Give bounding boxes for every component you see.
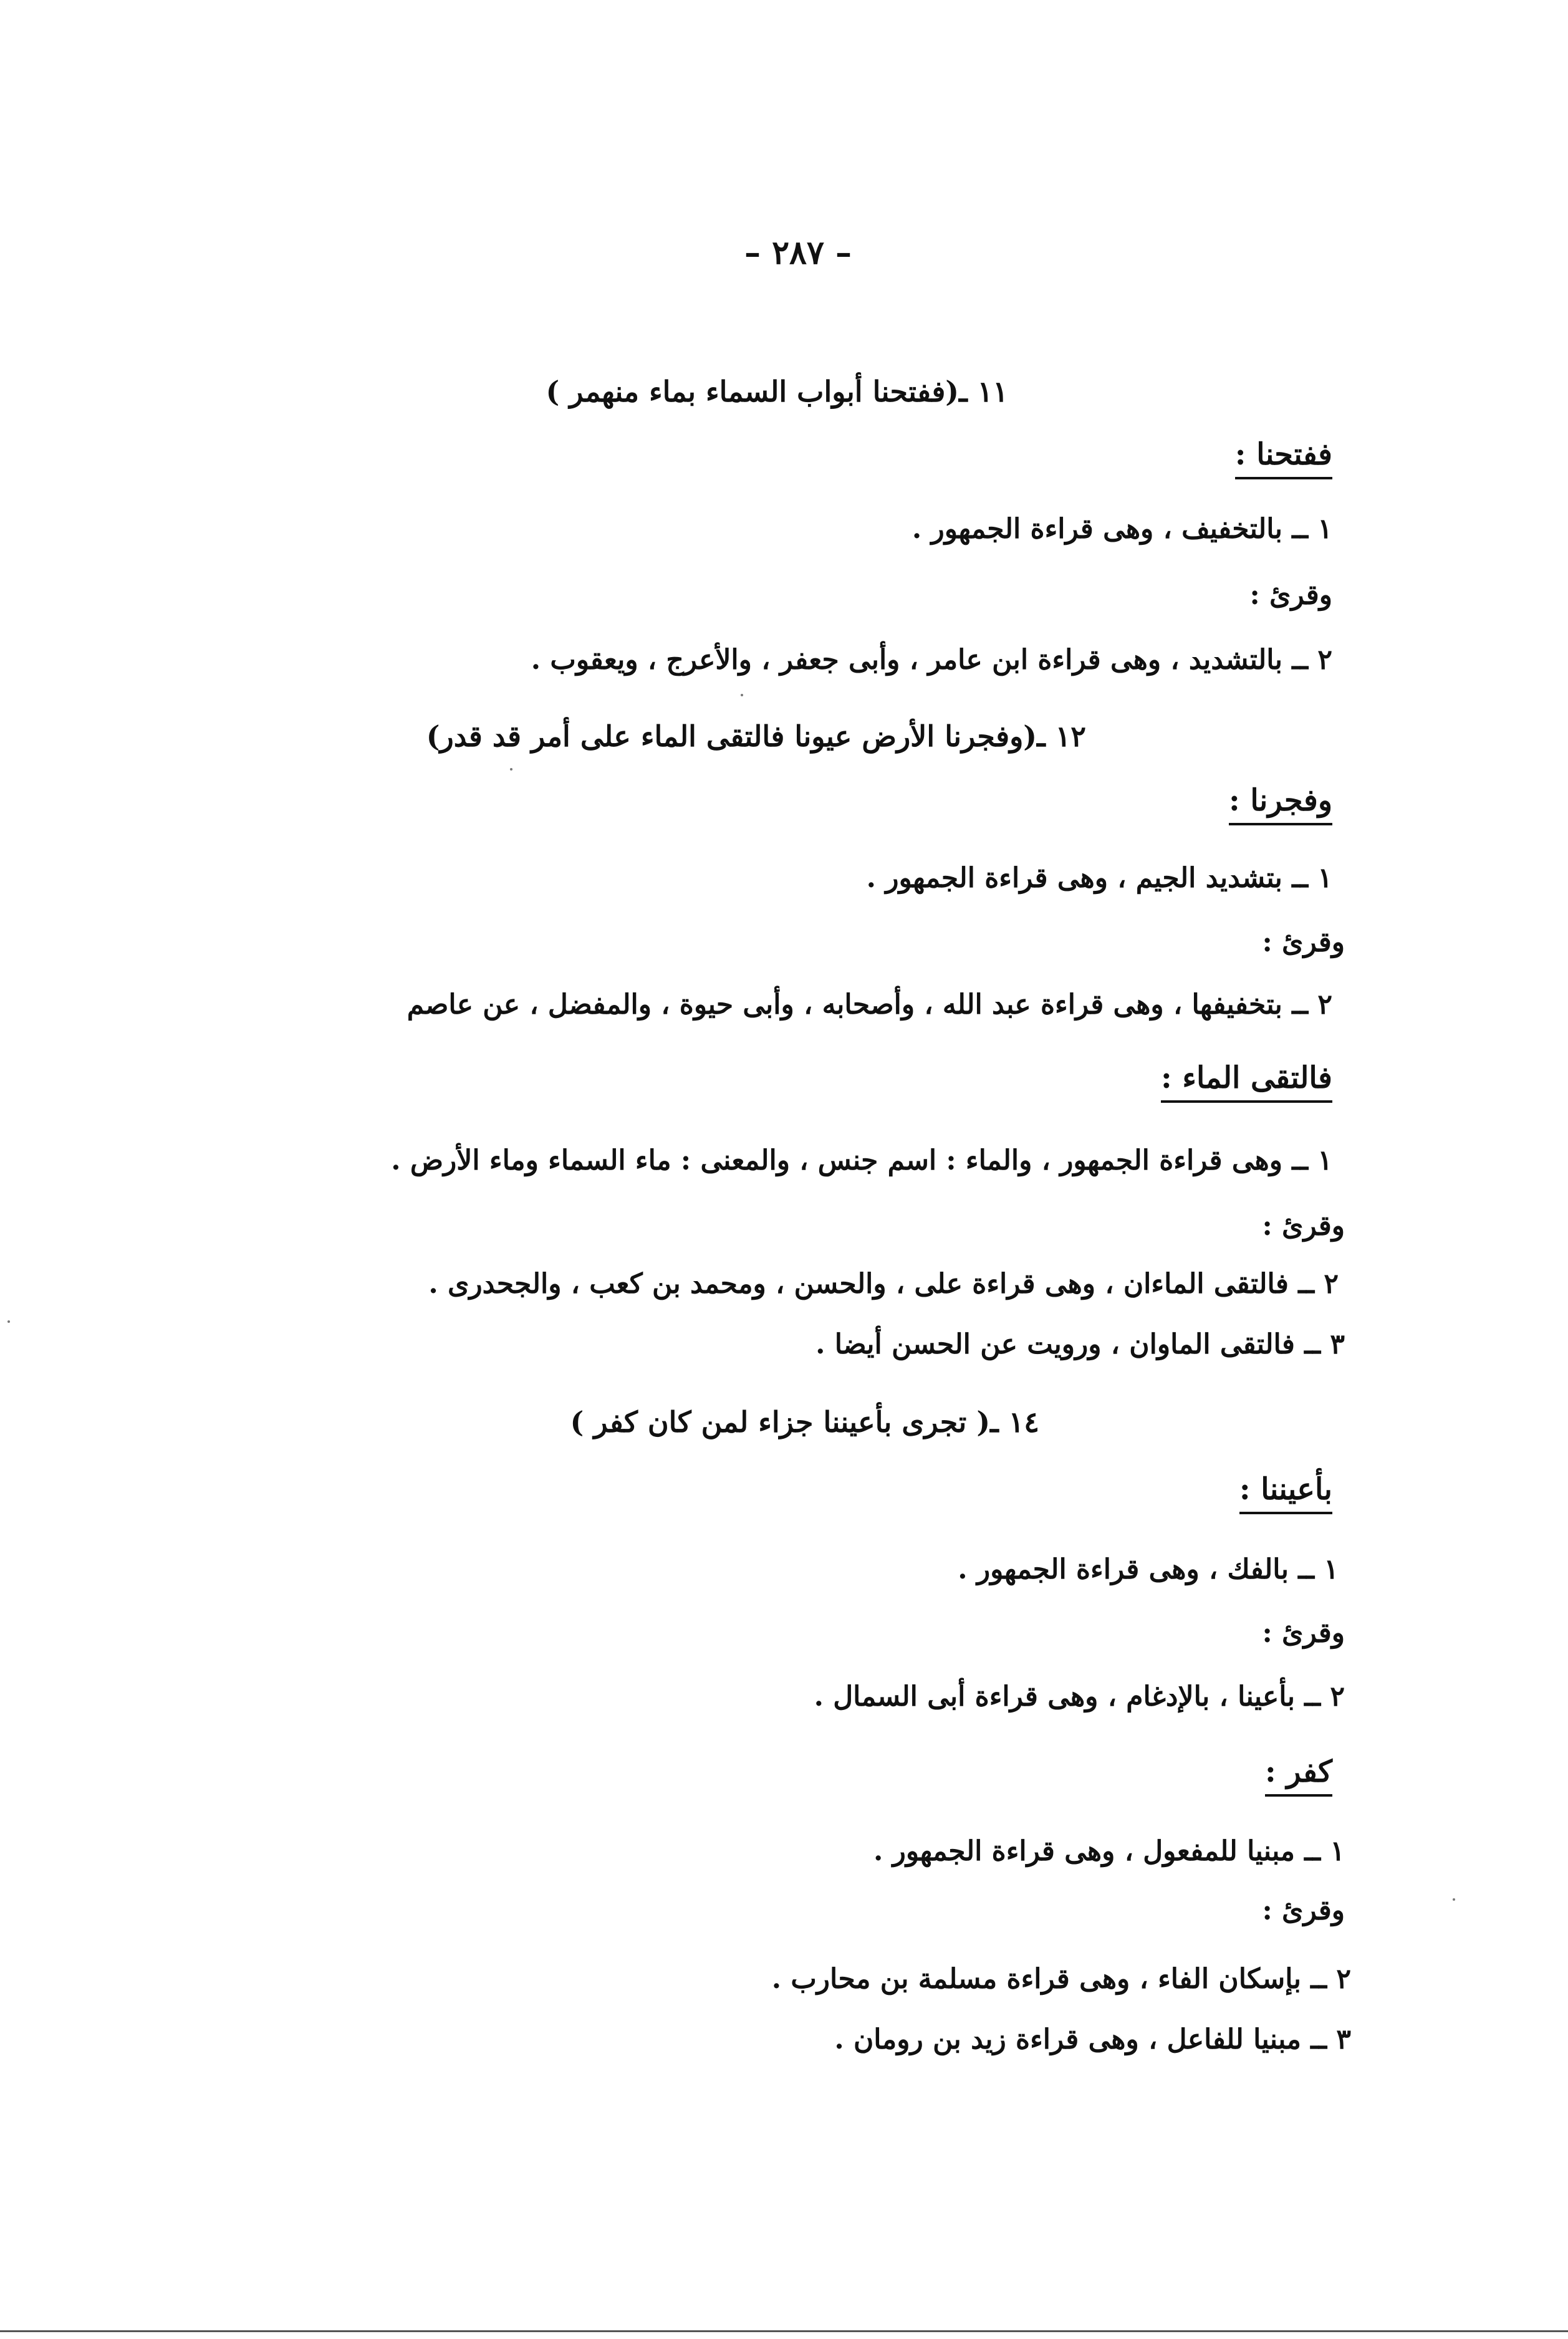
verse-12: ١٢ ـ(وفجرنا الأرض عيونا فالتقى الماء على أمر قد قدر) <box>426 719 1086 753</box>
variant-label: وقرئ : <box>1249 579 1332 611</box>
reading-item: ١ ــ مبنيا للمفعول ، وهى قراءة الجمهور . <box>873 1835 1345 1867</box>
variant-label: وقرئ : <box>1262 1617 1345 1649</box>
reading-item: ٢ ــ بأعينا ، بالإدغام ، وهى قراءة أبى السمال . <box>814 1681 1345 1712</box>
scan-speck <box>1453 1898 1455 1901</box>
verse-14: ١٤ ـ( تجرى بأعيننا جزاء لمن كان كفر ) <box>570 1405 1039 1439</box>
reading-item: ١ ــ بتشديد الجيم ، وهى قراءة الجمهور . <box>866 862 1332 894</box>
variant-label: وقرئ : <box>1262 926 1345 958</box>
heading-wafajjarna: وفجرنا : <box>1229 785 1332 825</box>
heading-kufira: كفر : <box>1265 1757 1332 1797</box>
variant-label: وقرئ : <box>1262 1210 1345 1242</box>
reading-item: ٢ ــ بالتشديد ، وهى قراءة ابن عامر ، وأبى جعفر ، والأعرج ، ويعقوب . <box>531 644 1332 676</box>
reading-item: ٣ ــ فالتقى الماوان ، ورويت عن الحسن أيضا . <box>815 1328 1345 1360</box>
scan-speck <box>7 1320 10 1323</box>
reading-item: ١ ــ بالفك ، وهى قراءة الجمهور . <box>958 1554 1339 1585</box>
scan-speck <box>741 694 743 696</box>
reading-item: ٣ ــ مبنيا للفاعل ، وهى قراءة زيد بن رومان . <box>834 2024 1351 2055</box>
heading-faltaqa-almaa: فالتقى الماء : <box>1161 1063 1332 1103</box>
heading-fatahna: ففتحنا : <box>1235 439 1332 479</box>
page-number: – ٢٨٧ – <box>744 234 852 272</box>
bottom-border <box>0 2330 1568 2332</box>
variant-label: وقرئ : <box>1262 1895 1345 1926</box>
reading-item: ٢ ــ بتخفيفها ، وهى قراءة عبد الله ، وأصحابه ، وأبى حيوة ، والمفضل ، عن عاصم <box>406 989 1332 1021</box>
reading-item: ١ ــ بالتخفيف ، وهى قراءة الجمهور . <box>911 513 1332 545</box>
verse-11: ١١ ـ(ففتحنا أبواب السماء بماء منهمر ) <box>546 375 1008 408</box>
reading-item: ٢ ــ فالتقى الماءان ، وهى قراءة على ، والحسن ، ومحمد بن كعب ، والجحدرى . <box>428 1268 1339 1300</box>
scan-speck <box>510 768 512 771</box>
heading-biayunina: بأعيننا : <box>1239 1474 1332 1514</box>
reading-item: ٢ ــ بإسكان الفاء ، وهى قراءة مسلمة بن محارب . <box>771 1963 1351 1995</box>
reading-item: ١ ــ وهى قراءة الجمهور ، والماء : اسم جنس ، والمعنى : ماء السماء وماء الأرض . <box>391 1145 1332 1176</box>
